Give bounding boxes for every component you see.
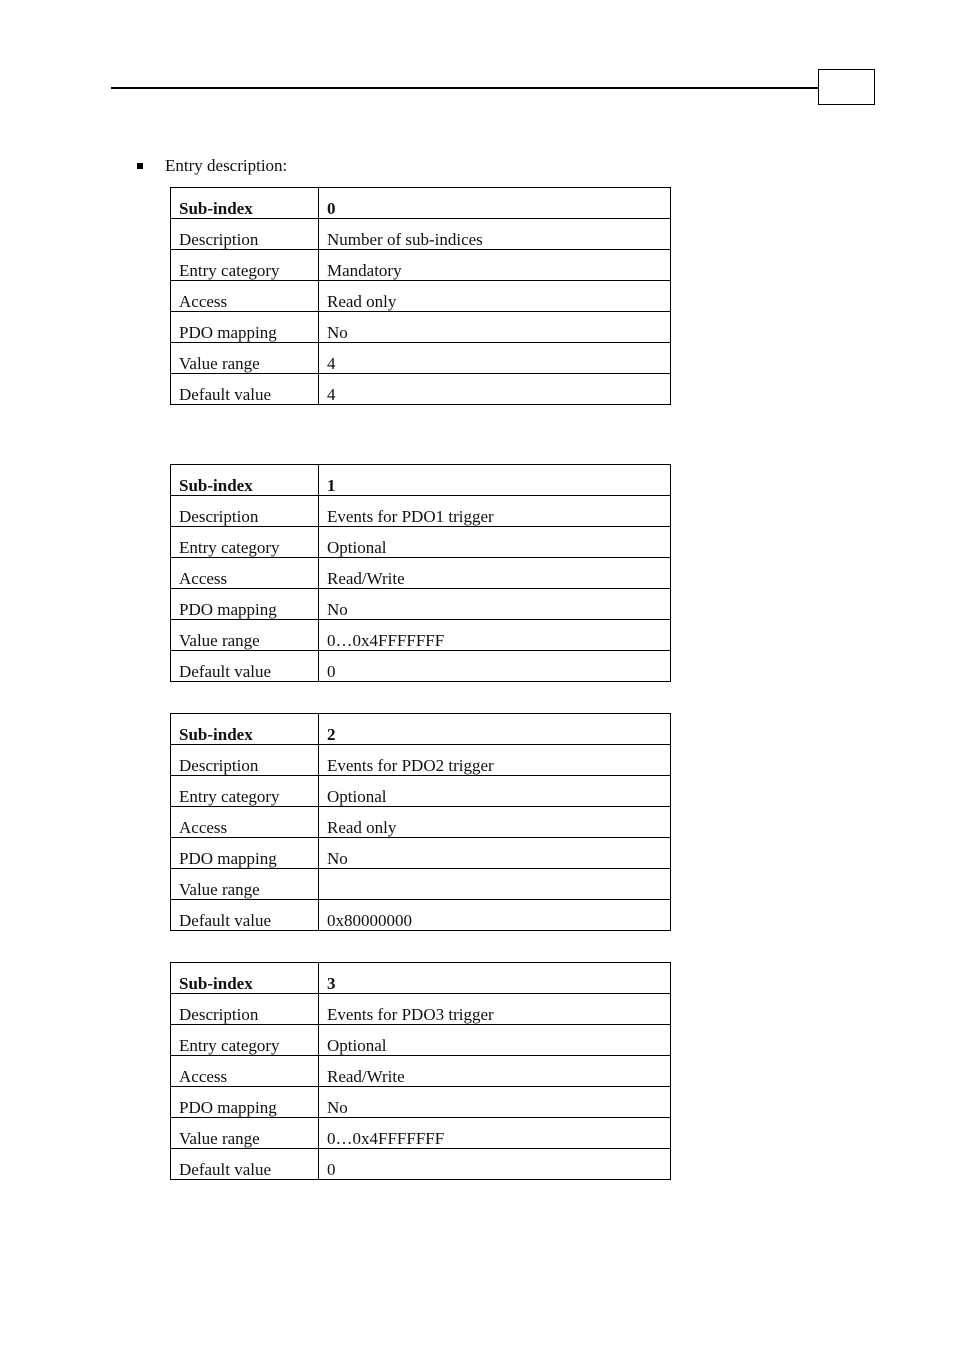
row-key: Description: [171, 745, 319, 776]
table-row: [171, 188, 671, 219]
row-key: Default value: [171, 1149, 319, 1180]
row-key: Sub-index: [171, 465, 319, 496]
entry-table-sub-index-3: [170, 962, 671, 1180]
row-value: No: [319, 589, 671, 620]
entry-description-bullet: [137, 156, 287, 176]
row-key: Value range: [171, 343, 319, 374]
row-value: 2: [319, 714, 671, 745]
row-key: Entry category: [171, 1025, 319, 1056]
row-key: Default value: [171, 374, 319, 405]
table-row: [171, 900, 671, 931]
row-key: Value range: [171, 869, 319, 900]
row-value: 0: [319, 188, 671, 219]
row-value: 0…0x4FFFFFFF: [319, 1118, 671, 1149]
row-value: Read only: [319, 281, 671, 312]
row-key: Description: [171, 219, 319, 250]
row-key: Access: [171, 281, 319, 312]
table-row: [171, 776, 671, 807]
table-row: [171, 343, 671, 374]
row-value: Events for PDO2 trigger: [319, 745, 671, 776]
row-key: Entry category: [171, 527, 319, 558]
row-value: 4: [319, 374, 671, 405]
table-row: [171, 620, 671, 651]
row-key: Access: [171, 558, 319, 589]
entry-table-sub-index-0: [170, 187, 671, 405]
table-row: [171, 1025, 671, 1056]
row-value: No: [319, 312, 671, 343]
row-value: Read/Write: [319, 558, 671, 589]
table-row: [171, 1118, 671, 1149]
row-key: Entry category: [171, 250, 319, 281]
table-row: [171, 807, 671, 838]
table-row: [171, 281, 671, 312]
table-row: [171, 558, 671, 589]
table-row: [171, 496, 671, 527]
row-value: Read only: [319, 807, 671, 838]
table-row: [171, 527, 671, 558]
row-key: Access: [171, 807, 319, 838]
row-value: 1: [319, 465, 671, 496]
table-row: [171, 312, 671, 343]
row-value: Optional: [319, 1025, 671, 1056]
row-key: Access: [171, 1056, 319, 1087]
row-key: PDO mapping: [171, 1087, 319, 1118]
row-key: PDO mapping: [171, 838, 319, 869]
row-value: Mandatory: [319, 250, 671, 281]
table-row: [171, 838, 671, 869]
row-key: Sub-index: [171, 963, 319, 994]
row-key: Value range: [171, 1118, 319, 1149]
row-key: Default value: [171, 900, 319, 931]
row-key: PDO mapping: [171, 312, 319, 343]
row-key: Default value: [171, 651, 319, 682]
row-value: [319, 869, 671, 900]
row-key: PDO mapping: [171, 589, 319, 620]
row-value: Optional: [319, 776, 671, 807]
row-value: Optional: [319, 527, 671, 558]
table-row: [171, 745, 671, 776]
row-value: 0: [319, 1149, 671, 1180]
row-value: No: [319, 1087, 671, 1118]
table-row: [171, 1087, 671, 1118]
row-value: No: [319, 838, 671, 869]
table-row: [171, 963, 671, 994]
table-row: [171, 250, 671, 281]
row-key: Description: [171, 994, 319, 1025]
row-value: Read/Write: [319, 1056, 671, 1087]
entry-table-sub-index-1: [170, 464, 671, 682]
row-value: Events for PDO1 trigger: [319, 496, 671, 527]
table-row: [171, 1149, 671, 1180]
entry-table-sub-index-2: [170, 713, 671, 931]
row-key: Value range: [171, 620, 319, 651]
entry-description-label: Entry description:: [165, 156, 288, 175]
table-row: [171, 374, 671, 405]
row-value: Number of sub-indices: [319, 219, 671, 250]
table-row: [171, 714, 671, 745]
page-number-box: [818, 69, 875, 105]
table-row: [171, 994, 671, 1025]
row-value: 0…0x4FFFFFFF: [319, 620, 671, 651]
row-key: Sub-index: [171, 188, 319, 219]
square-bullet-icon: [137, 163, 143, 169]
row-key: Entry category: [171, 776, 319, 807]
table-row: [171, 465, 671, 496]
row-value: 4: [319, 343, 671, 374]
row-value: 0x80000000: [319, 900, 671, 931]
table-row: [171, 589, 671, 620]
row-key: Description: [171, 496, 319, 527]
row-value: Events for PDO3 trigger: [319, 994, 671, 1025]
row-key: Sub-index: [171, 714, 319, 745]
row-value: 3: [319, 963, 671, 994]
table-row: [171, 869, 671, 900]
table-row: [171, 651, 671, 682]
table-row: [171, 219, 671, 250]
row-value: 0: [319, 651, 671, 682]
table-row: [171, 1056, 671, 1087]
header-rule: [111, 87, 819, 89]
